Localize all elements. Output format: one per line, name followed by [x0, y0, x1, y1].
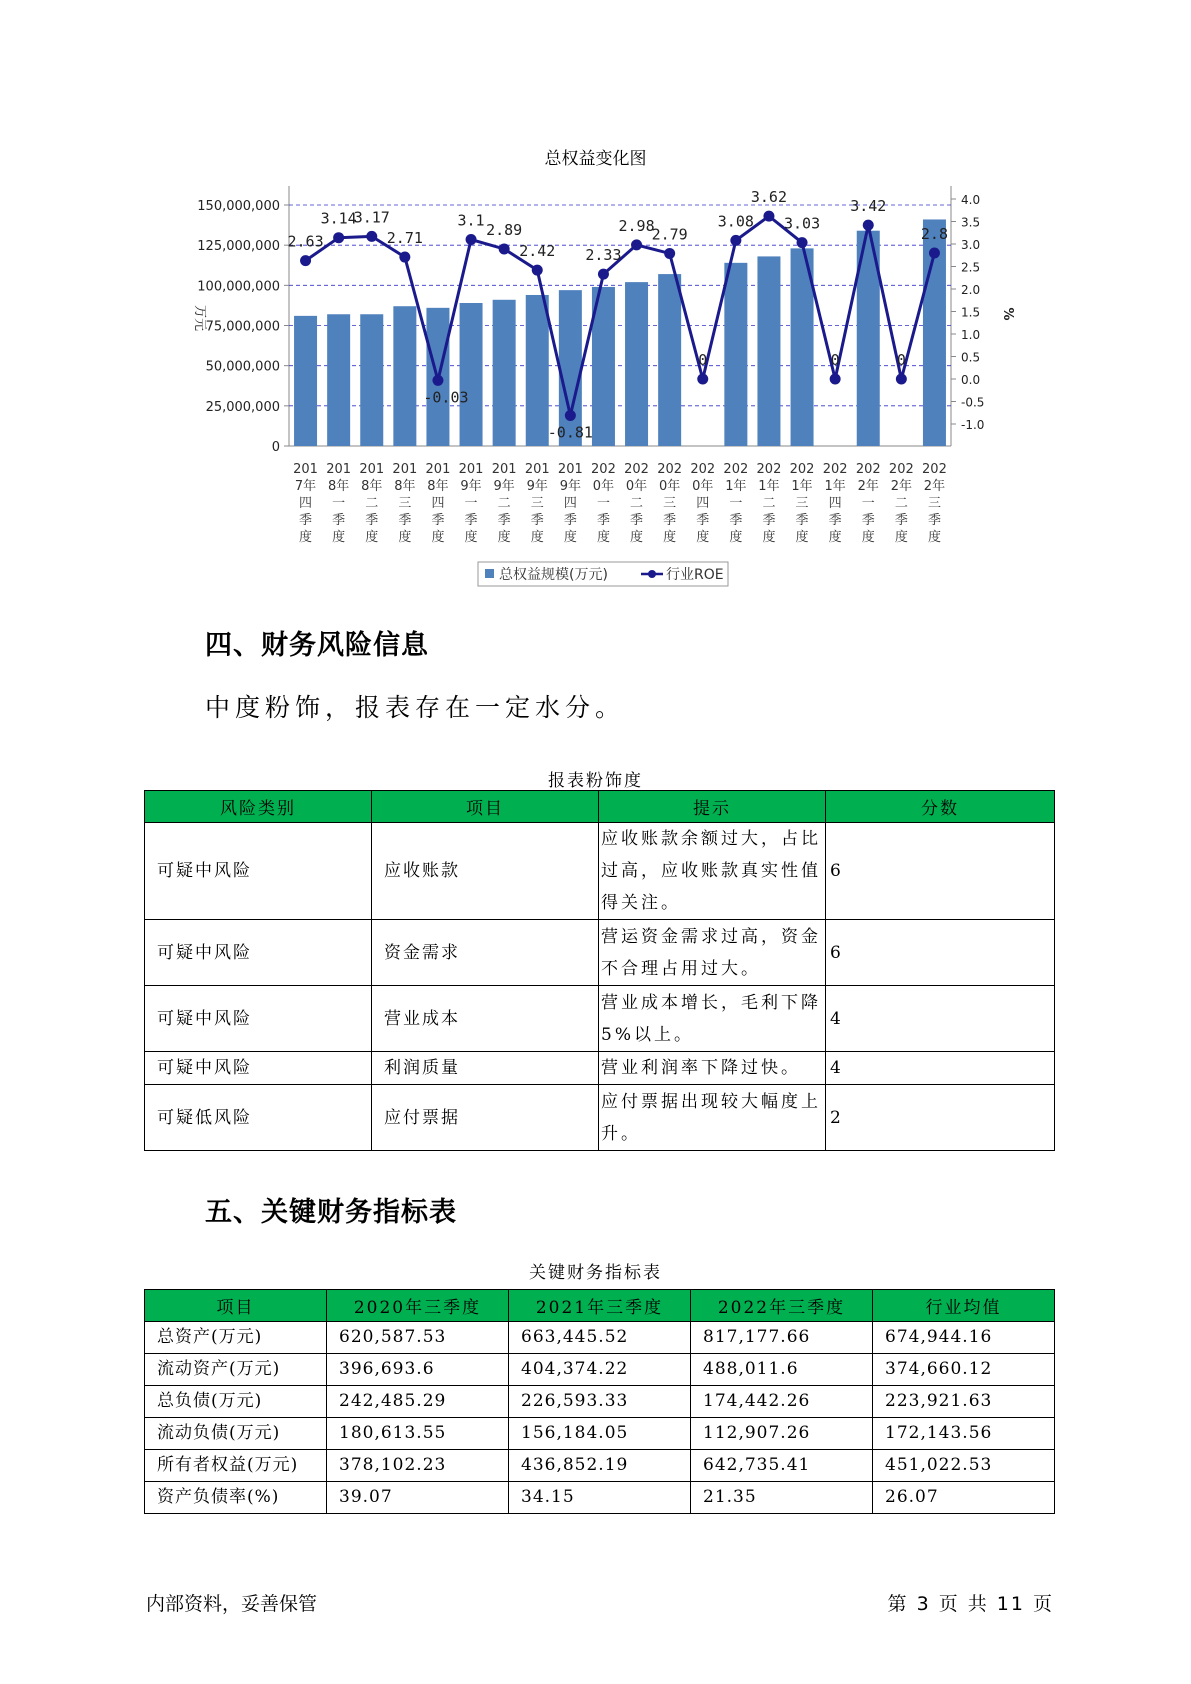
roe-point: [763, 211, 774, 222]
category-label: 度: [299, 530, 313, 545]
category-label: 度: [795, 530, 809, 545]
right-tick-label: 0.0: [961, 373, 981, 387]
roe-data-label: 3.17: [353, 208, 390, 227]
category-label: 2年: [890, 479, 912, 494]
table-row: [145, 1322, 1055, 1354]
legend-label: 总权益规模(万元): [499, 567, 608, 583]
kpi-cell: 174,442.26: [691, 1386, 873, 1418]
category-label: 201: [392, 462, 418, 477]
category-label: 8年: [394, 479, 416, 494]
category-label: 度: [365, 530, 379, 545]
table-row: [145, 1354, 1055, 1386]
category-label: 2年: [923, 479, 946, 494]
risk-header-item: 项目: [372, 791, 599, 823]
roe-data-label: 2.98: [618, 216, 655, 235]
kpi-cell: 396,693.6: [327, 1354, 509, 1386]
category-label: 9年: [460, 479, 482, 494]
category-label: 季: [596, 513, 610, 528]
roe-data-label: 3.62: [750, 188, 788, 207]
category-label: 四: [828, 496, 842, 511]
roe-data-label: -0.81: [547, 423, 593, 442]
risk-category: 可疑中风险: [145, 1052, 372, 1085]
risk-category: 可疑中风险: [145, 823, 372, 920]
roe-data-label: 3.03: [783, 214, 821, 233]
chart-title: 总权益变化图: [544, 149, 647, 169]
kpi-cell: 488,011.6: [691, 1354, 873, 1386]
kpi-cell: 21.35: [691, 1482, 873, 1514]
risk-item: 应付票据: [372, 1085, 599, 1151]
kpi-table: [144, 1289, 1055, 1514]
roe-data-label: 2.63: [287, 232, 324, 251]
bar: [393, 306, 416, 446]
category-label: 季: [729, 513, 743, 528]
roe-point: [929, 248, 940, 259]
roe-data-label: 2.89: [486, 220, 523, 239]
category-label: 季: [762, 513, 776, 528]
kpi-cell: 流动资产(万元): [145, 1354, 327, 1386]
category-label: 四: [299, 496, 313, 511]
category-label: 季: [663, 513, 677, 528]
kpi-cell: 总负债(万元): [145, 1386, 327, 1418]
roe-point: [366, 231, 377, 242]
category-label: 季: [497, 513, 511, 528]
category-label: 二: [762, 496, 776, 511]
category-label: 度: [762, 530, 776, 545]
bar: [625, 282, 648, 446]
category-label: 202: [591, 462, 616, 477]
category-label: 201: [359, 462, 385, 477]
category-label: 2年: [857, 479, 879, 494]
risk-summary: 中度粉饰，报表存在一定水分。: [205, 693, 626, 722]
category-label: 201: [557, 462, 583, 477]
risk-table-header-row: [145, 791, 1055, 823]
bar: [493, 300, 516, 446]
roe-data-label: 0: [698, 351, 708, 369]
category-label: 201: [326, 462, 352, 477]
category-label: 季: [894, 513, 908, 528]
category-label: 1年: [758, 479, 780, 494]
kpi-cell: 226,593.33: [509, 1386, 691, 1418]
risk-item: 资金需求: [372, 920, 599, 986]
roe-data-label: 2.71: [386, 229, 423, 248]
right-tick-label: 0.5: [961, 350, 981, 365]
right-tick-label: 2.0: [961, 283, 981, 297]
category-label: 度: [596, 530, 610, 545]
category-label: 201: [524, 462, 550, 477]
risk-header-category: 风险类别: [145, 791, 372, 823]
risk-hint: 应付票据出现较大幅度上升。: [599, 1085, 826, 1151]
kpi-cell: 39.07: [327, 1482, 509, 1514]
roe-point: [499, 243, 510, 254]
section-heading-kpi: 五、关键财务指标表: [205, 1197, 457, 1228]
category-label: 0年: [692, 479, 714, 494]
left-tick-label: 50,000,000: [205, 359, 280, 375]
kpi-cell: 总资产(万元): [145, 1322, 327, 1354]
category-label: 201: [425, 462, 451, 477]
category-label: 度: [729, 530, 743, 545]
risk-table-caption: 报表粉饰度: [548, 771, 643, 791]
category-label: 度: [927, 530, 941, 545]
table-row: [145, 1386, 1055, 1418]
category-label: 三: [663, 496, 677, 511]
equity-roe-chart: [0, 0, 1191, 600]
table-row: [145, 986, 1055, 1052]
risk-category: 可疑低风险: [145, 1085, 372, 1151]
category-label: 度: [696, 530, 710, 545]
right-tick-label: 3.0: [961, 238, 981, 252]
category-label: 度: [894, 530, 908, 545]
category-label: 度: [563, 530, 577, 545]
category-label: 1年: [824, 479, 846, 494]
category-label: 季: [696, 513, 710, 528]
table-row: [145, 823, 1055, 920]
category-label: 度: [630, 530, 644, 545]
roe-data-label: 0: [830, 351, 840, 369]
roe-data-label: 3.1: [457, 211, 485, 230]
risk-score: 6: [826, 920, 1055, 986]
category-label: 度: [828, 530, 842, 545]
category-label: 9年: [559, 479, 581, 494]
legend-label: 行业ROE: [666, 567, 724, 583]
category-label: 9年: [493, 479, 515, 494]
category-label: 季: [563, 513, 577, 528]
roe-point: [300, 255, 311, 266]
category-label: 0年: [625, 479, 648, 494]
category-label: 度: [497, 530, 511, 545]
risk-score: 6: [826, 823, 1055, 920]
category-label: 度: [332, 530, 346, 545]
kpi-table-header-row: [145, 1290, 1055, 1322]
y-axis-right-title: %: [1000, 307, 1015, 321]
category-label: 季: [828, 513, 842, 528]
roe-point: [598, 269, 609, 280]
left-tick-label: 0: [271, 440, 280, 455]
legend-line-marker: [648, 570, 656, 578]
bar: [294, 316, 317, 446]
category-label: 二: [497, 496, 511, 511]
category-label: 度: [861, 530, 875, 545]
bar: [526, 295, 549, 446]
roe-point: [532, 265, 543, 276]
category-label: 一: [861, 496, 875, 511]
kpi-cell: 451,022.53: [873, 1450, 1055, 1482]
left-tick-label: 150,000,000: [197, 199, 280, 214]
category-label: 季: [630, 513, 644, 528]
kpi-cell: 所有者权益(万元): [145, 1450, 327, 1482]
roe-point: [565, 410, 576, 421]
category-label: 202: [855, 462, 881, 477]
kpi-cell: 172,143.56: [873, 1418, 1055, 1450]
kpi-header: 项目: [145, 1290, 327, 1322]
roe-data-label: 3.42: [850, 197, 887, 216]
category-label: 8年: [427, 479, 449, 494]
right-tick-label: 1.0: [961, 328, 981, 342]
table-row: [145, 920, 1055, 986]
kpi-cell: 642,735.41: [691, 1450, 873, 1482]
category-label: 1年: [725, 479, 747, 494]
left-tick-label: 25,000,000: [205, 399, 280, 415]
kpi-header: 2022年三季度: [691, 1290, 873, 1322]
kpi-table-caption: 关键财务指标表: [529, 1263, 662, 1283]
roe-data-label: 0: [896, 351, 906, 369]
category-label: 度: [398, 530, 412, 545]
category-label: 202: [690, 462, 716, 477]
risk-category: 可疑中风险: [145, 986, 372, 1052]
category-label: 二: [365, 496, 379, 511]
category-label: 202: [922, 462, 947, 477]
category-label: 0年: [659, 479, 681, 494]
category-label: 三: [530, 496, 544, 511]
kpi-header: 行业均值: [873, 1290, 1055, 1322]
category-label: 202: [723, 462, 749, 477]
category-label: 201: [458, 462, 484, 477]
risk-score: 2: [826, 1085, 1055, 1151]
category-label: 二: [894, 496, 908, 511]
category-label: 季: [332, 513, 346, 528]
risk-item: 营业成本: [372, 986, 599, 1052]
kpi-cell: 378,102.23: [327, 1450, 509, 1482]
roe-point: [830, 374, 841, 385]
category-label: 度: [530, 530, 544, 545]
roe-data-label: 2.33: [585, 246, 622, 265]
kpi-cell: 112,907.26: [691, 1418, 873, 1450]
risk-header-score: 分数: [826, 791, 1055, 823]
roe-data-label: -0.03: [423, 388, 469, 407]
left-tick-label: 75,000,000: [205, 319, 280, 335]
roe-data-label: 2.79: [651, 225, 688, 244]
left-tick-label: 125,000,000: [197, 239, 280, 255]
category-label: 三: [927, 496, 941, 511]
category-label: 季: [861, 513, 875, 528]
kpi-cell: 180,613.55: [327, 1418, 509, 1450]
category-label: 7年: [294, 479, 317, 494]
table-row: [145, 1482, 1055, 1514]
table-row: [145, 1450, 1055, 1482]
category-label: 202: [822, 462, 848, 477]
roe-point: [631, 239, 642, 250]
roe-point: [664, 248, 675, 259]
category-label: 季: [927, 513, 941, 528]
category-label: 一: [596, 496, 610, 511]
kpi-cell: 223,921.63: [873, 1386, 1055, 1418]
kpi-cell: 156,184.05: [509, 1418, 691, 1450]
kpi-cell: 620,587.53: [327, 1322, 509, 1354]
footer-page-number: 第 3 页 共 11 页: [887, 1593, 1054, 1615]
category-label: 四: [696, 496, 710, 511]
table-row: [145, 1085, 1055, 1151]
roe-data-label: 3.08: [717, 212, 754, 231]
category-label: 三: [795, 496, 809, 511]
bar: [724, 263, 747, 446]
right-tick-label: -1.0: [961, 418, 985, 432]
kpi-header: 2020年三季度: [327, 1290, 509, 1322]
bar: [460, 303, 483, 446]
right-tick-label: 3.5: [961, 215, 981, 230]
risk-category: 可疑中风险: [145, 920, 372, 986]
category-label: 一: [332, 496, 346, 511]
risk-hint: 营运资金需求过高，资金不合理占用过大。: [599, 920, 826, 986]
risk-hint: 营业利润率下降过快。: [599, 1052, 826, 1085]
category-label: 202: [624, 462, 649, 477]
roe-point: [399, 252, 410, 263]
kpi-cell: 374,660.12: [873, 1354, 1055, 1386]
kpi-cell: 资产负债率(%): [145, 1482, 327, 1514]
footer-confidential: 内部资料，妥善保管: [146, 1593, 318, 1615]
roe-point: [730, 235, 741, 246]
kpi-cell: 流动负债(万元): [145, 1418, 327, 1450]
category-label: 四: [431, 496, 445, 511]
roe-point: [863, 220, 874, 231]
category-label: 202: [888, 462, 914, 477]
roe-point: [896, 374, 907, 385]
category-label: 度: [464, 530, 478, 545]
kpi-cell: 436,852.19: [509, 1450, 691, 1482]
category-label: 三: [398, 496, 412, 511]
category-label: 季: [431, 513, 445, 528]
bar: [658, 274, 681, 446]
category-label: 季: [795, 513, 809, 528]
roe-point: [466, 234, 477, 245]
bar: [327, 314, 350, 446]
category-label: 季: [398, 513, 412, 528]
right-tick-label: -0.5: [961, 395, 985, 410]
risk-hint: 应收账款余额过大，占比过高，应收账款真实性值得关注。: [599, 823, 826, 920]
bar: [757, 256, 780, 446]
y-axis-left-title: 万元: [192, 304, 207, 332]
category-label: 季: [530, 513, 544, 528]
category-label: 201: [491, 462, 517, 477]
kpi-cell: 34.15: [509, 1482, 691, 1514]
table-row: [145, 1418, 1055, 1450]
kpi-cell: 663,445.52: [509, 1322, 691, 1354]
roe-point: [797, 237, 808, 248]
category-label: 202: [756, 462, 782, 477]
right-tick-label: 2.5: [961, 260, 981, 275]
category-label: 1年: [791, 479, 813, 494]
category-label: 一: [464, 496, 478, 511]
right-tick-label: 4.0: [961, 193, 981, 207]
roe-data-label: 3.14: [320, 209, 357, 228]
category-label: 0年: [592, 479, 615, 494]
risk-score: 4: [826, 986, 1055, 1052]
category-label: 季: [299, 513, 313, 528]
roe-point: [432, 375, 443, 386]
risk-score: 4: [826, 1052, 1055, 1085]
category-label: 9年: [526, 479, 548, 494]
kpi-cell: 674,944.16: [873, 1322, 1055, 1354]
category-label: 度: [663, 530, 677, 545]
risk-table: [144, 790, 1055, 1151]
category-label: 8年: [328, 479, 350, 494]
risk-hint: 营业成本增长，毛利下降5%以上。: [599, 986, 826, 1052]
section-heading-risk: 四、财务风险信息: [205, 630, 429, 661]
category-label: 二: [630, 496, 644, 511]
kpi-cell: 404,374.22: [509, 1354, 691, 1386]
kpi-header: 2021年三季度: [509, 1290, 691, 1322]
risk-header-hint: 提示: [599, 791, 826, 823]
legend-bar-swatch: [485, 569, 494, 578]
category-label: 202: [657, 462, 683, 477]
category-label: 四: [563, 496, 577, 511]
roe-point: [697, 374, 708, 385]
risk-item: 应收账款: [372, 823, 599, 920]
left-tick-label: 100,000,000: [197, 279, 280, 295]
kpi-cell: 242,485.29: [327, 1386, 509, 1418]
category-label: 一: [729, 496, 743, 511]
roe-point: [333, 232, 344, 243]
category-label: 度: [431, 530, 445, 545]
roe-data-label: 2.42: [519, 242, 556, 261]
category-label: 202: [789, 462, 815, 477]
right-tick-label: 1.5: [961, 305, 981, 320]
kpi-cell: 817,177.66: [691, 1322, 873, 1354]
bar: [360, 314, 383, 446]
category-label: 季: [464, 513, 478, 528]
roe-data-label: 2.8: [920, 225, 948, 243]
category-label: 201: [293, 462, 318, 477]
category-label: 8年: [361, 479, 383, 494]
category-label: 季: [365, 513, 379, 528]
risk-item: 利润质量: [372, 1052, 599, 1085]
kpi-cell: 26.07: [873, 1482, 1055, 1514]
table-row: [145, 1052, 1055, 1085]
